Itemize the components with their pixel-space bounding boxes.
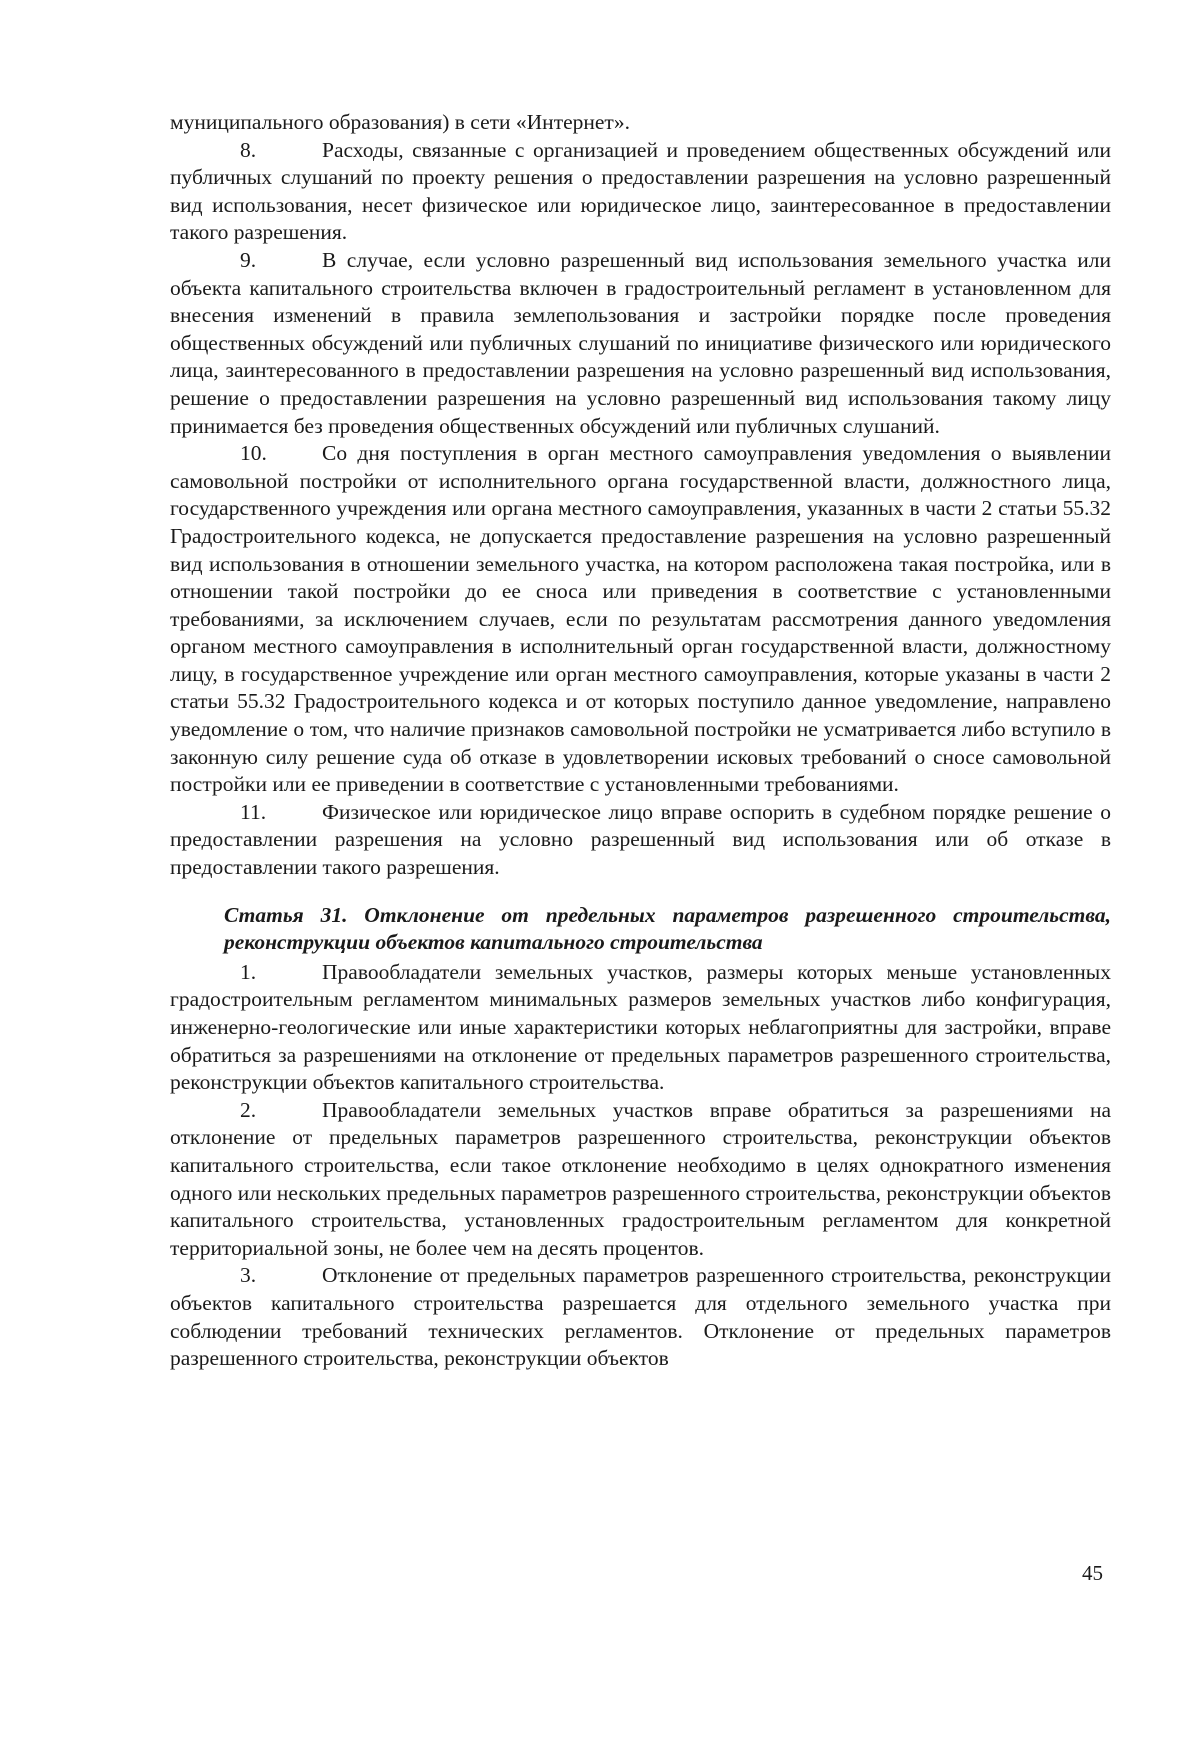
page-number: 45	[1082, 1561, 1103, 1585]
item-number: 11.	[240, 799, 267, 824]
paragraph-item-9	[170, 247, 1111, 440]
item-text: В случае, если условно разрешенный вид использования земельного участка или объекта капитального строительства включен в градостроительный регламент в установленном для внесения изменений в правила землепользования и застройки порядке после проведения общественных обсуждений или публичных слушаний по инициативе физического или юридического лица, заинтересованного в предоставлении разрешения на условно разрешенный вид использования, решение о предоставлении разрешения на условно разрешенный вид использования такому лицу принимается без проведения общественных обсуждений или публичных слушаний.	[170, 247, 1111, 438]
item-text: Со дня поступления в орган местного самоуправления уведомления о выявлении самовольной постройки от исполнительного органа государственной власти, должностного лица, государственного учреждения или органа местного самоуправления, указанных в части 2 статьи 55.32 Градостроительного кодекса, не допускается предоставление разрешения на условно разрешенный вид использования в отношении земельного участка, на котором расположена такая постройка, или в отношении такой постройки до ее сноса или приведения в соответствие с установленными требованиями, за исключением случаев, если по результатам рассмотрения данного уведомления органом местного самоуправления в исполнительный орган государственной власти, должностному лицу, в государственное учреждение или орган местного самоуправления, которые указаны в части 2 статьи 55.32 Градостроительного кодекса и от которых поступило данное уведомление, направлено уведомление о том, что наличие признаков самовольной постройки не усматривается либо вступило в законную силу решение суда об отказе в удовлетворении исковых требований о сносе самовольной постройки или ее приведении в соответствие с установленными требованиями.	[170, 441, 1111, 797]
paragraph-item-3	[170, 1262, 1111, 1372]
paragraph-item-10	[170, 440, 1111, 799]
item-text: Расходы, связанные с организацией и проведением общественных обсуждений или публичных слушаний по проекту решения о предоставлении разрешения на условно разрешенный вид использования, несет физическое или юридическое лицо, заинтересованное в предоставлении такого разрешения.	[170, 137, 1111, 245]
paragraph-item-1	[170, 959, 1111, 1097]
paragraph-continuation: муниципального образования) в сети «Интернет».	[170, 110, 630, 134]
paragraph-item-8	[170, 137, 1111, 247]
item-number: 2.	[240, 1097, 257, 1122]
document-body	[170, 109, 1111, 1373]
paragraph-item-11	[170, 799, 1111, 882]
item-number: 9.	[240, 247, 257, 272]
item-number: 1.	[240, 959, 257, 984]
item-text: Правообладатели земельных участков вправе обратиться за разрешениями на отклонение от предельных параметров разрешенного строительства, реконструкции объектов капитального строительства, если такое отклонение необходимо в целях однократного изменения одного или нескольких предельных параметров разрешенного строительства, реконструкции объектов капитального строительства, установленных градостроительным регламентом для конкретной территориальной зоны, не более чем на десять процентов.	[170, 1097, 1111, 1260]
article-heading: Статья 31. Отклонение от предельных параметров разрешенного строительства, реконструкции объектов капитального строительства	[224, 902, 1111, 955]
paragraph-item-2	[170, 1097, 1111, 1263]
item-number: 10.	[240, 441, 267, 466]
item-text: Физическое или юридическое лицо вправе оспорить в судебном порядке решение о предоставлении разрешения на условно разрешенный вид использования или об отказе в предоставлении такого разрешения.	[170, 799, 1111, 880]
item-text: Правообладатели земельных участков, размеры которых меньше установленных градостроительным регламентом минимальных размеров земельных участков либо конфигурация, инженерно-геологические или иные характеристики которых неблагоприятны для застройки, вправе обратиться за разрешениями на отклонение от предельных параметров разрешенного строительства, реконструкции объектов капитального строительства.	[170, 959, 1111, 1095]
item-number: 8.	[240, 137, 257, 162]
item-number: 3.	[240, 1263, 257, 1288]
item-text: Отклонение от предельных параметров разрешенного строительства, реконструкции объектов капитального строительства разрешается для отдельного земельного участка при соблюдении требований технических регламентов. Отклонение от предельных параметров разрешенного строительства, реконструкции объектов	[170, 1263, 1111, 1371]
